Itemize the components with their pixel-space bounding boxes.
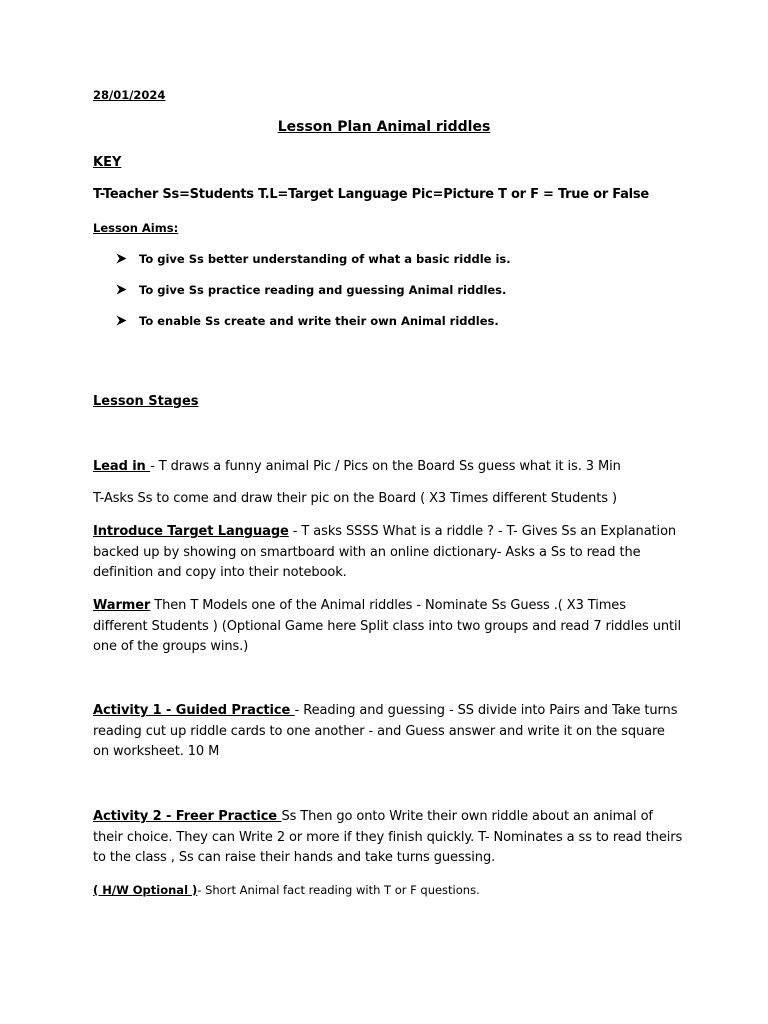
stage-heading: Activity 2 - Freer Practice (93, 809, 282, 824)
stage-heading: Lead in (93, 459, 151, 474)
stage-warmer (93, 596, 683, 658)
stage-lead-in-followup: T-Asks Ss to come and draw their pic on the Board ( X3 Times different Students ) (93, 491, 617, 506)
lesson-aim-text: To give Ss practice reading and guessing Animal riddles. (139, 283, 507, 297)
lesson-aims-heading: Lesson Aims: (93, 221, 179, 235)
homework-text: - Short Animal fact reading with T or F questions. (197, 883, 480, 897)
lesson-aim-text: To give Ss better understanding of what a basic riddle is. (139, 252, 511, 266)
stage-heading: Introduce Target Language (93, 524, 289, 539)
lesson-aim-item (116, 283, 506, 297)
stage-text: Ss Then go onto Write their own riddle about an animal of their choice. They can Write 2 or more if they finish quickly. T- Nominates a ss to read theirs to the class , Ss can raise their hands and take turns guessing. (93, 809, 683, 865)
homework-note (93, 883, 480, 897)
lesson-aim-item (116, 314, 499, 328)
stage-heading: Activity 1 - Guided Practice (93, 703, 295, 718)
lesson-stages-heading: Lesson Stages (93, 394, 199, 409)
homework-heading: ( H/W Optional ) (93, 883, 198, 897)
stage-activity-2 (93, 807, 683, 869)
key-abbreviations: T-Teacher Ss=Students T.L=Target Language Pic=Picture T or F = True or False (93, 187, 649, 202)
arrowhead-bullet-icon (116, 283, 139, 297)
arrowhead-bullet-icon (116, 314, 139, 328)
lesson-aim-item (116, 252, 511, 266)
lesson-aim-text: To enable Ss create and write their own Animal riddles. (139, 314, 499, 328)
stage-text: - Reading and guessing - SS divide into Pairs and Take turns reading cut up riddle cards to one another - and Guess answer and write it on the square on worksheet. 10 M (93, 703, 678, 759)
stage-activity-1 (93, 701, 683, 763)
stage-text: - T asks SSSS What is a riddle ? - T- Gives Ss an Explanation backed up by showing on smartboard with an online dictionary- Asks a Ss to read the definition and copy into their notebook. (93, 524, 677, 580)
stage-lead-in (93, 457, 683, 478)
page-title: Lesson Plan Animal riddles (277, 119, 491, 135)
stage-text: Then T Models one of the Animal riddles - Nominate Ss Guess .( X3 Times different Students ) (Optional Game here Split class into two groups and read 7 riddles until one of the groups wins.) (93, 598, 682, 654)
document-date: 28/01/2024 (93, 88, 166, 102)
arrowhead-bullet-icon (116, 252, 139, 266)
stage-heading: Warmer (93, 598, 151, 613)
stage-text: - T draws a funny animal Pic / Pics on the Board Ss guess what it is. 3 Min (150, 459, 621, 474)
key-heading: KEY (93, 155, 122, 170)
stage-introduce-target-language (93, 522, 683, 584)
